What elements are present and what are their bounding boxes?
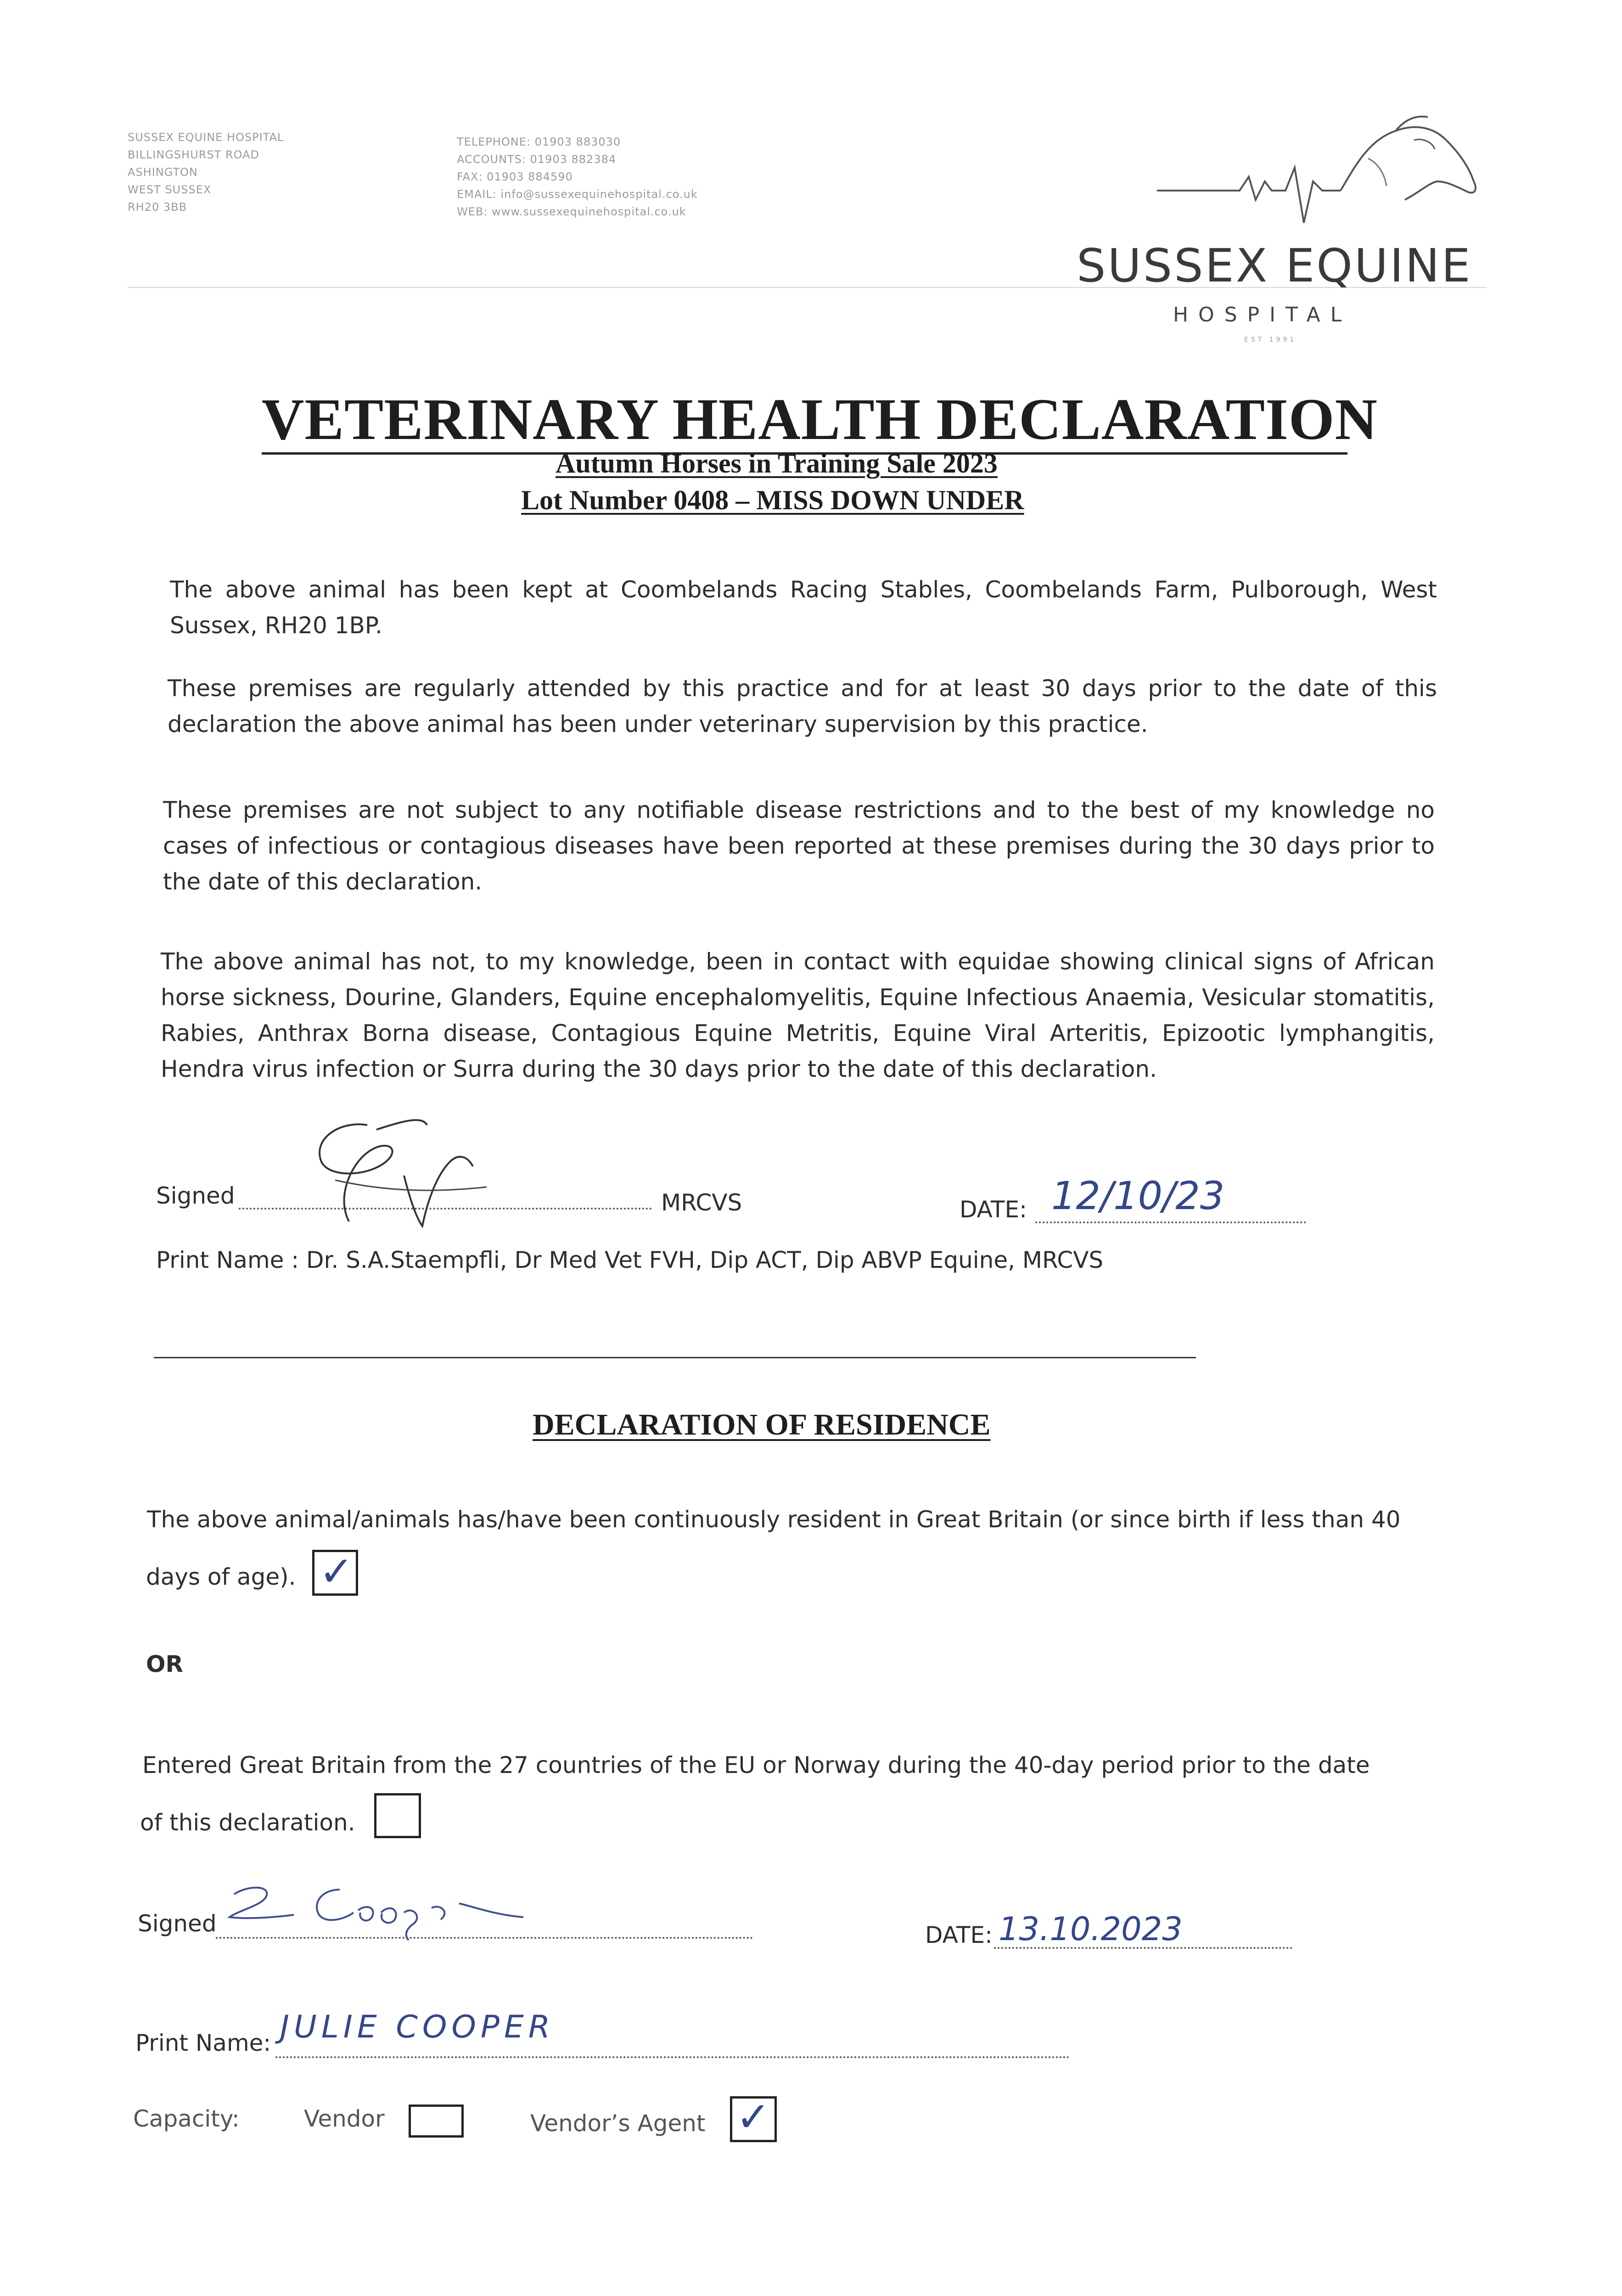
owner-date-value: 13.10.2023 [999,1910,1183,1948]
address-line: WEST SUSSEX [128,183,212,196]
vet-print-name: Print Name : Dr. S.A.Staempfli, Dr Med Vet FVH, Dip ACT, Dip ABVP Equine, MRCVS [156,1247,1104,1273]
contact-line: EMAIL: info@sussexequinehospital.co.uk [457,188,698,201]
paragraph-premises: The above animal has been kept at Coombelands Racing Stables, Coombelands Farm, Pulborough, West Sussex, RH20 1BP. [170,576,1437,639]
print-name-value: JULIE COOPER [280,2009,555,2045]
print-name-line [275,2056,1070,2058]
lot-subtitle: Lot Number 0408 – MISS DOWN UNDER [521,485,1024,515]
logo-est: EST 1991 [1244,336,1297,343]
section-separator [154,1357,1196,1358]
check-mark-icon: ✓ [319,1548,354,1596]
paragraph-supervision: These premises are regularly attended by this practice and for at least 30 days prior to the date of this declaration the above animal has been under veterinary supervision by this practice. [168,675,1437,737]
hospital-contact [457,133,698,220]
residence-option2-line2: of this declaration. [140,1809,355,1836]
address-line: RH20 3BB [128,201,187,214]
vet-signed-label: Signed [156,1182,235,1209]
residence-option1-line1: The above animal/animals has/have been continuously resident in Great Britain (or since birth if less than 40 [147,1506,1401,1533]
capacity-label: Capacity: [133,2105,240,2132]
paragraph-contact: The above animal has not, to my knowledge, been in contact with equidae showing clinical signs of African horse sickness, Dourine, Glanders, Equine encephalomyelitis, Equine Infectious Anaemia, Vesicular stomatitis, Rabies, Anthrax Borna disease, Contagious Equine Metritis, Equine Viral Arteritis, Epizootic lymphangitis, Hendra virus infection or Surra during the 30 days prior to the date of this declaration. [161,948,1435,1082]
address-line: SUSSEX EQUINE HOSPITAL [128,131,284,144]
residence-option1-line2: days of age). [146,1564,296,1590]
residence-option2-line1: Entered Great Britain from the 27 countries of the EU or Norway during the 40-day period prior to the date [142,1752,1370,1778]
vendors-agent-checkbox[interactable] [730,2093,777,2142]
logo-name: SUSSEX EQUINE [1077,239,1472,293]
owner-signature [220,1876,542,1945]
owner-signed-label: Signed [138,1910,217,1937]
vet-date-label: DATE: [960,1196,1027,1223]
vet-signature [285,1111,505,1231]
document-title: VETERINARY HEALTH DECLARATION [262,387,1378,452]
logo-subtitle: HOSPITAL [1173,303,1352,326]
vet-date-line [1035,1221,1306,1223]
check-mark-icon: ✓ [736,2093,771,2141]
hospital-address [128,129,284,216]
owner-date-label: DATE: [925,1922,993,1948]
contact-line: FAX: 01903 884590 [457,170,573,183]
sale-subtitle: Autumn Horses in Training Sale 2023 [556,448,998,478]
vendor-checkbox[interactable] [409,2105,464,2138]
vendor-label: Vendor [304,2105,385,2132]
vendors-agent-label: Vendor’s Agent [530,2110,706,2137]
paragraph-disease: These premises are not subject to any notifiable disease restrictions and to the best of my knowledge no cases of infectious or contagious diseases have been reported at these premises during the 30 days prior to the date of this declaration. [163,797,1435,895]
address-line: BILLINGSHURST ROAD [128,148,260,161]
contact-line: WEB: www.sussexequinehospital.co.uk [457,205,686,218]
resident-in-gb-checkbox[interactable] [312,1550,358,1596]
address-line: ASHINGTON [128,166,198,179]
print-name-label: Print Name: [135,2030,271,2056]
vet-date-value: 12/10/23 [1051,1173,1225,1218]
contact-line: TELEPHONE: 01903 883030 [457,135,621,148]
vet-mrcvs-label: MRCVS [661,1189,742,1216]
or-label: OR [146,1651,184,1677]
entered-from-eu-checkbox[interactable] [374,1793,421,1838]
residence-title: DECLARATION OF RESIDENCE [533,1408,991,1441]
contact-line: ACCOUNTS: 01903 882384 [457,153,617,166]
horse-head-heartbeat-logo-icon [1157,113,1506,227]
